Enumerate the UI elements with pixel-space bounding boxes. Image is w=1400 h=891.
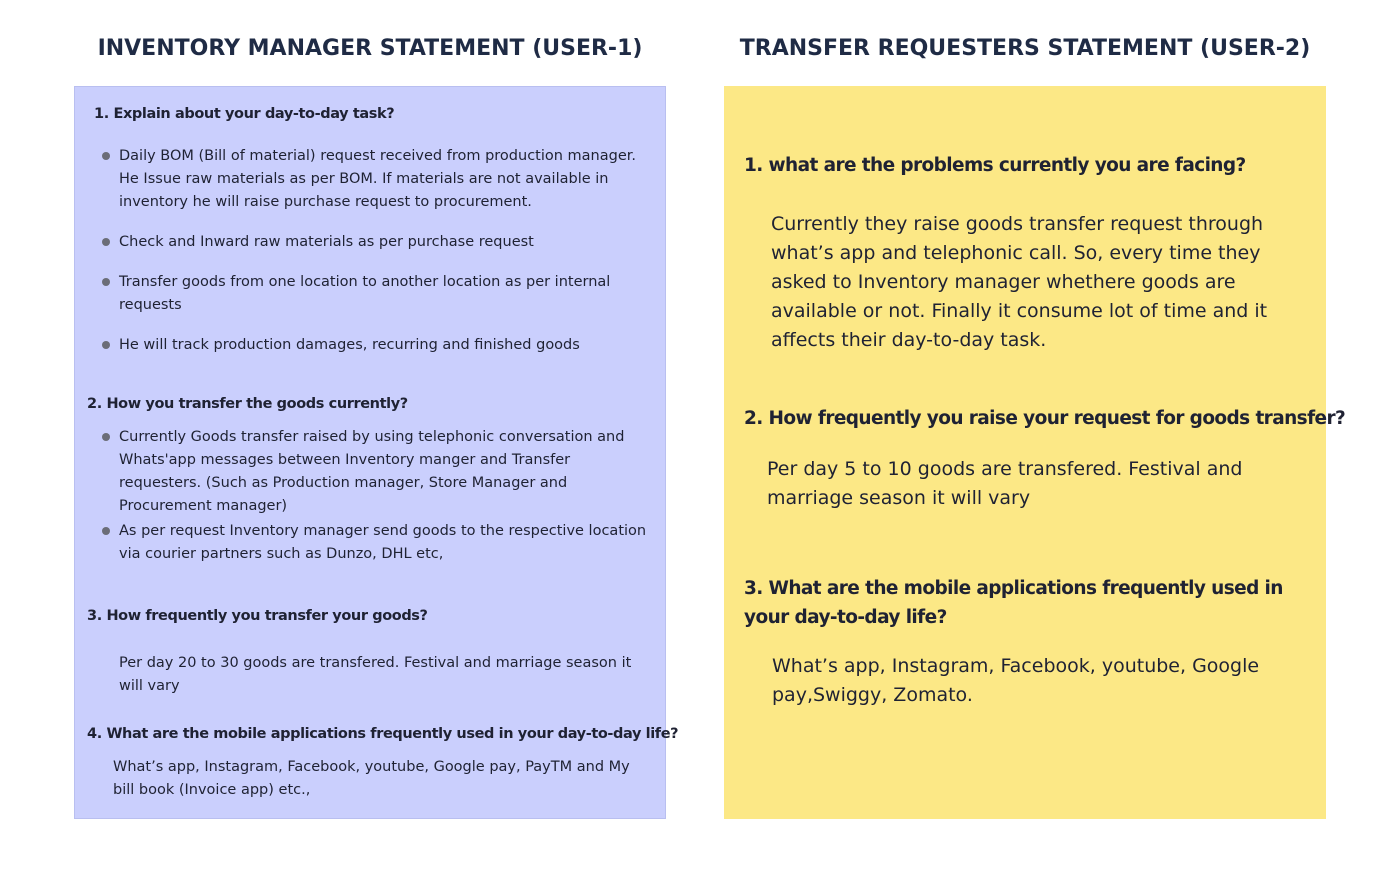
right-question-1: 1. what are the problems currently you are facing? (744, 155, 1246, 176)
right-question-2: 2. How frequently you raise your request for goods transfer? (744, 408, 1346, 429)
right-question-3: 3. What are the mobile applications frequently used in your day-to-day life? (744, 578, 1283, 628)
left-question-4: 4. What are the mobile applications frequently used in your day-to-day life? (87, 726, 679, 742)
inventory-manager-title: INVENTORY MANAGER STATEMENT (USER-1) (97, 36, 643, 61)
left-question-1: 1. Explain about your day-to-day task? (94, 106, 395, 122)
transfer-requesters-panel (724, 86, 1346, 819)
right-answer-2: Per day 5 to 10 goods are transfered. Festival and marriage season it will vary (767, 458, 1243, 509)
left-question-3: 3. How frequently you transfer your goods? (87, 608, 428, 624)
left-q2-bullet-list (101, 426, 651, 568)
left-answer-4: What’s app, Instagram, Facebook, youtube, Google pay, PayTM and My bill book (Invoice app) etc., (113, 759, 630, 798)
transfer-requesters-title: TRANSFER REQUESTERS STATEMENT (USER-2) (739, 36, 1311, 61)
list-item: Transfer goods from one location to another location as per internal requests (101, 271, 651, 317)
inventory-manager-panel (74, 86, 679, 819)
list-item: As per request Inventory manager send goods to the respective location via courier partners such as Dunzo, DHL etc, (101, 520, 651, 566)
list-item: He will track production damages, recurring and finished goods (101, 334, 651, 357)
left-q1-bullet-list (101, 145, 651, 374)
left-question-2: 2. How you transfer the goods currently? (87, 396, 408, 412)
list-item: Check and Inward raw materials as per purchase request (101, 231, 651, 254)
list-item: Currently Goods transfer raised by using telephonic conversation and Whats'app messages between Inventory manger and Transfer requesters. (Such as Production manager, Store Manager and Procurement manager) (101, 426, 651, 518)
right-answer-1: Currently they raise goods transfer request through what’s app and telephonic call. So, every time they asked to Inventory manager whethere goods are available or not. Finally it consume lot of time and it affects their day-to-day task. (771, 213, 1268, 351)
left-answer-3: Per day 20 to 30 goods are transfered. Festival and marriage season it will vary (119, 655, 632, 694)
list-item: Daily BOM (Bill of material) request received from production manager. He Issue raw materials as per BOM. If materials are not available in inventory he will raise purchase request to procurement. (101, 145, 651, 214)
right-answer-3: What’s app, Instagram, Facebook, youtube, Google pay,Swiggy, Zomato. (772, 655, 1260, 706)
